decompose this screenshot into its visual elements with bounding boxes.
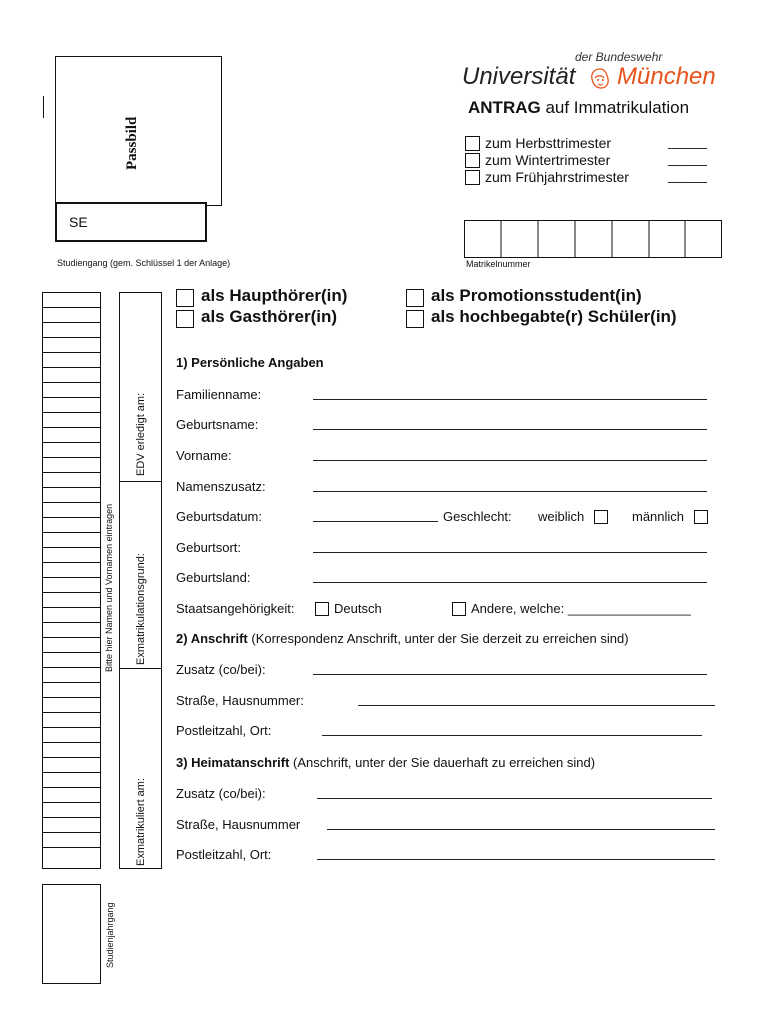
- gasthoerer-label: als Gasthörer(in): [201, 307, 338, 326]
- familienname-field[interactable]: [313, 399, 707, 400]
- name-entry-column[interactable]: [42, 292, 101, 869]
- anschrift-plz-label: Postleitzahl, Ort:: [176, 723, 272, 738]
- section2-heading: [176, 631, 629, 646]
- studienjahrgang-label: Studienjahrgang: [105, 902, 115, 968]
- geburtsland-label: Geburtsland:: [176, 570, 251, 585]
- hochbegabte-schueler-checkbox[interactable]: [406, 310, 424, 328]
- gasthoerer-checkbox[interactable]: [176, 310, 194, 328]
- fruehjahr-blank: _____: [668, 167, 707, 183]
- weiblich-checkbox[interactable]: [594, 510, 608, 524]
- logo-head-icon: [587, 66, 613, 92]
- geburtsdatum-field[interactable]: [313, 521, 438, 522]
- herbst-blank: _____: [668, 133, 707, 149]
- heimat-strasse-label: Straße, Hausnummer: [176, 817, 301, 832]
- section3-heading-bold: 3) Heimatanschrift: [176, 755, 290, 770]
- anschrift-plz-field[interactable]: [322, 735, 702, 736]
- studienjahrgang-field[interactable]: [42, 884, 101, 984]
- staatsangehoerigkeit-label: Staatsangehörigkeit:: [176, 601, 295, 616]
- andere-checkbox[interactable]: [452, 602, 466, 616]
- geschlecht-label: Geschlecht:: [443, 509, 512, 524]
- matrikel-grid: [464, 220, 722, 258]
- fruehjahrstrimester-label: zum Frühjahrstrimester: [485, 169, 629, 185]
- promotionsstudent-label: als Promotionsstudent(in): [431, 286, 642, 305]
- geburtsdatum-label: Geburtsdatum:: [176, 509, 262, 524]
- matrikelnummer-caption: Matrikelnummer: [466, 259, 531, 269]
- geburtsname-field[interactable]: [313, 429, 707, 430]
- geburtsland-field[interactable]: [313, 582, 707, 583]
- geburtsname-label: Geburtsname:: [176, 417, 259, 432]
- exmatrikulationsgrund-label: Exmatrikulationsgrund:: [135, 553, 147, 665]
- deutsch-label: Deutsch: [334, 601, 382, 616]
- geburtsort-label: Geburtsort:: [176, 540, 242, 555]
- heimat-strasse-field[interactable]: [327, 829, 715, 830]
- maennlich-checkbox[interactable]: [694, 510, 708, 524]
- anschrift-strasse-field[interactable]: [358, 705, 715, 706]
- university-logo: [460, 46, 725, 94]
- section2-heading-rest: (Korrespondenz Anschrift, unter der Sie derzeit zu erreichen sind): [247, 631, 629, 646]
- title-bold: ANTRAG: [468, 98, 541, 117]
- section3-heading-rest: (Anschrift, unter der Sie dauerhaft zu erreichen sind): [289, 755, 596, 770]
- anschrift-zusatz-label: Zusatz (co/bei):: [176, 662, 266, 677]
- haupthoerer-label: als Haupthörer(in): [201, 286, 348, 305]
- anschrift-zusatz-field[interactable]: [313, 674, 707, 675]
- section3-heading: [176, 755, 595, 770]
- matrikelnummer-field[interactable]: [464, 220, 722, 258]
- fruehjahrstrimester-checkbox[interactable]: [465, 170, 480, 185]
- andere-label: Andere, welche: _________________: [471, 601, 691, 616]
- studiengang-caption: Studiengang (gem. Schlüssel 1 der Anlage): [57, 258, 231, 268]
- familienname-label: Familienname:: [176, 387, 262, 402]
- heimat-plz-label: Postleitzahl, Ort:: [176, 847, 272, 862]
- vorname-label: Vorname:: [176, 448, 232, 463]
- section2-heading-bold: 2) Anschrift: [176, 631, 248, 646]
- heimat-zusatz-field[interactable]: [317, 798, 712, 799]
- logo-main-right: München: [617, 63, 716, 90]
- logo-small-text: der Bundeswehr: [575, 50, 663, 64]
- photo-label: Passbild: [124, 116, 140, 170]
- form-title: [468, 98, 689, 118]
- studiengang-field[interactable]: [55, 202, 207, 242]
- anschrift-strasse-label: Straße, Hausnummer:: [176, 693, 304, 708]
- promotionsstudent-checkbox[interactable]: [406, 289, 424, 307]
- logo-main-left: Universität: [462, 63, 576, 90]
- section1-heading: 1) Persönliche Angaben: [176, 355, 324, 370]
- heimat-plz-field[interactable]: [317, 859, 715, 860]
- photo-box: [55, 56, 222, 206]
- title-rest: auf Immatrikulation: [540, 98, 690, 117]
- margin-mark: [43, 96, 44, 118]
- haupthoerer-checkbox[interactable]: [176, 289, 194, 307]
- edv-label: EDV erledigt am:: [135, 392, 147, 476]
- namenszusatz-label: Namenszusatz:: [176, 479, 266, 494]
- wintertrimester-label: zum Wintertrimester: [485, 152, 611, 168]
- exmatrikuliert-label: Exmatrikuliert am:: [135, 777, 147, 866]
- herbsttrimester-label: zum Herbsttrimester: [485, 135, 612, 151]
- herbsttrimester-checkbox[interactable]: [465, 136, 480, 151]
- namenszusatz-field[interactable]: [313, 491, 707, 492]
- studiengang-prefix: SE: [69, 214, 88, 230]
- vorname-field[interactable]: [313, 460, 707, 461]
- wintertrimester-checkbox[interactable]: [465, 153, 480, 168]
- winter-blank: _____: [668, 150, 707, 166]
- heimat-zusatz-label: Zusatz (co/bei):: [176, 786, 266, 801]
- weiblich-label: weiblich: [538, 509, 585, 524]
- names-note: Bitte hier Namen und Vornamen eintragen: [104, 503, 114, 672]
- geburtsort-field[interactable]: [313, 552, 707, 553]
- deutsch-checkbox[interactable]: [315, 602, 329, 616]
- maennlich-label: männlich: [632, 509, 685, 524]
- hochbegabte-schueler-label: als hochbegabte(r) Schüler(in): [431, 307, 677, 326]
